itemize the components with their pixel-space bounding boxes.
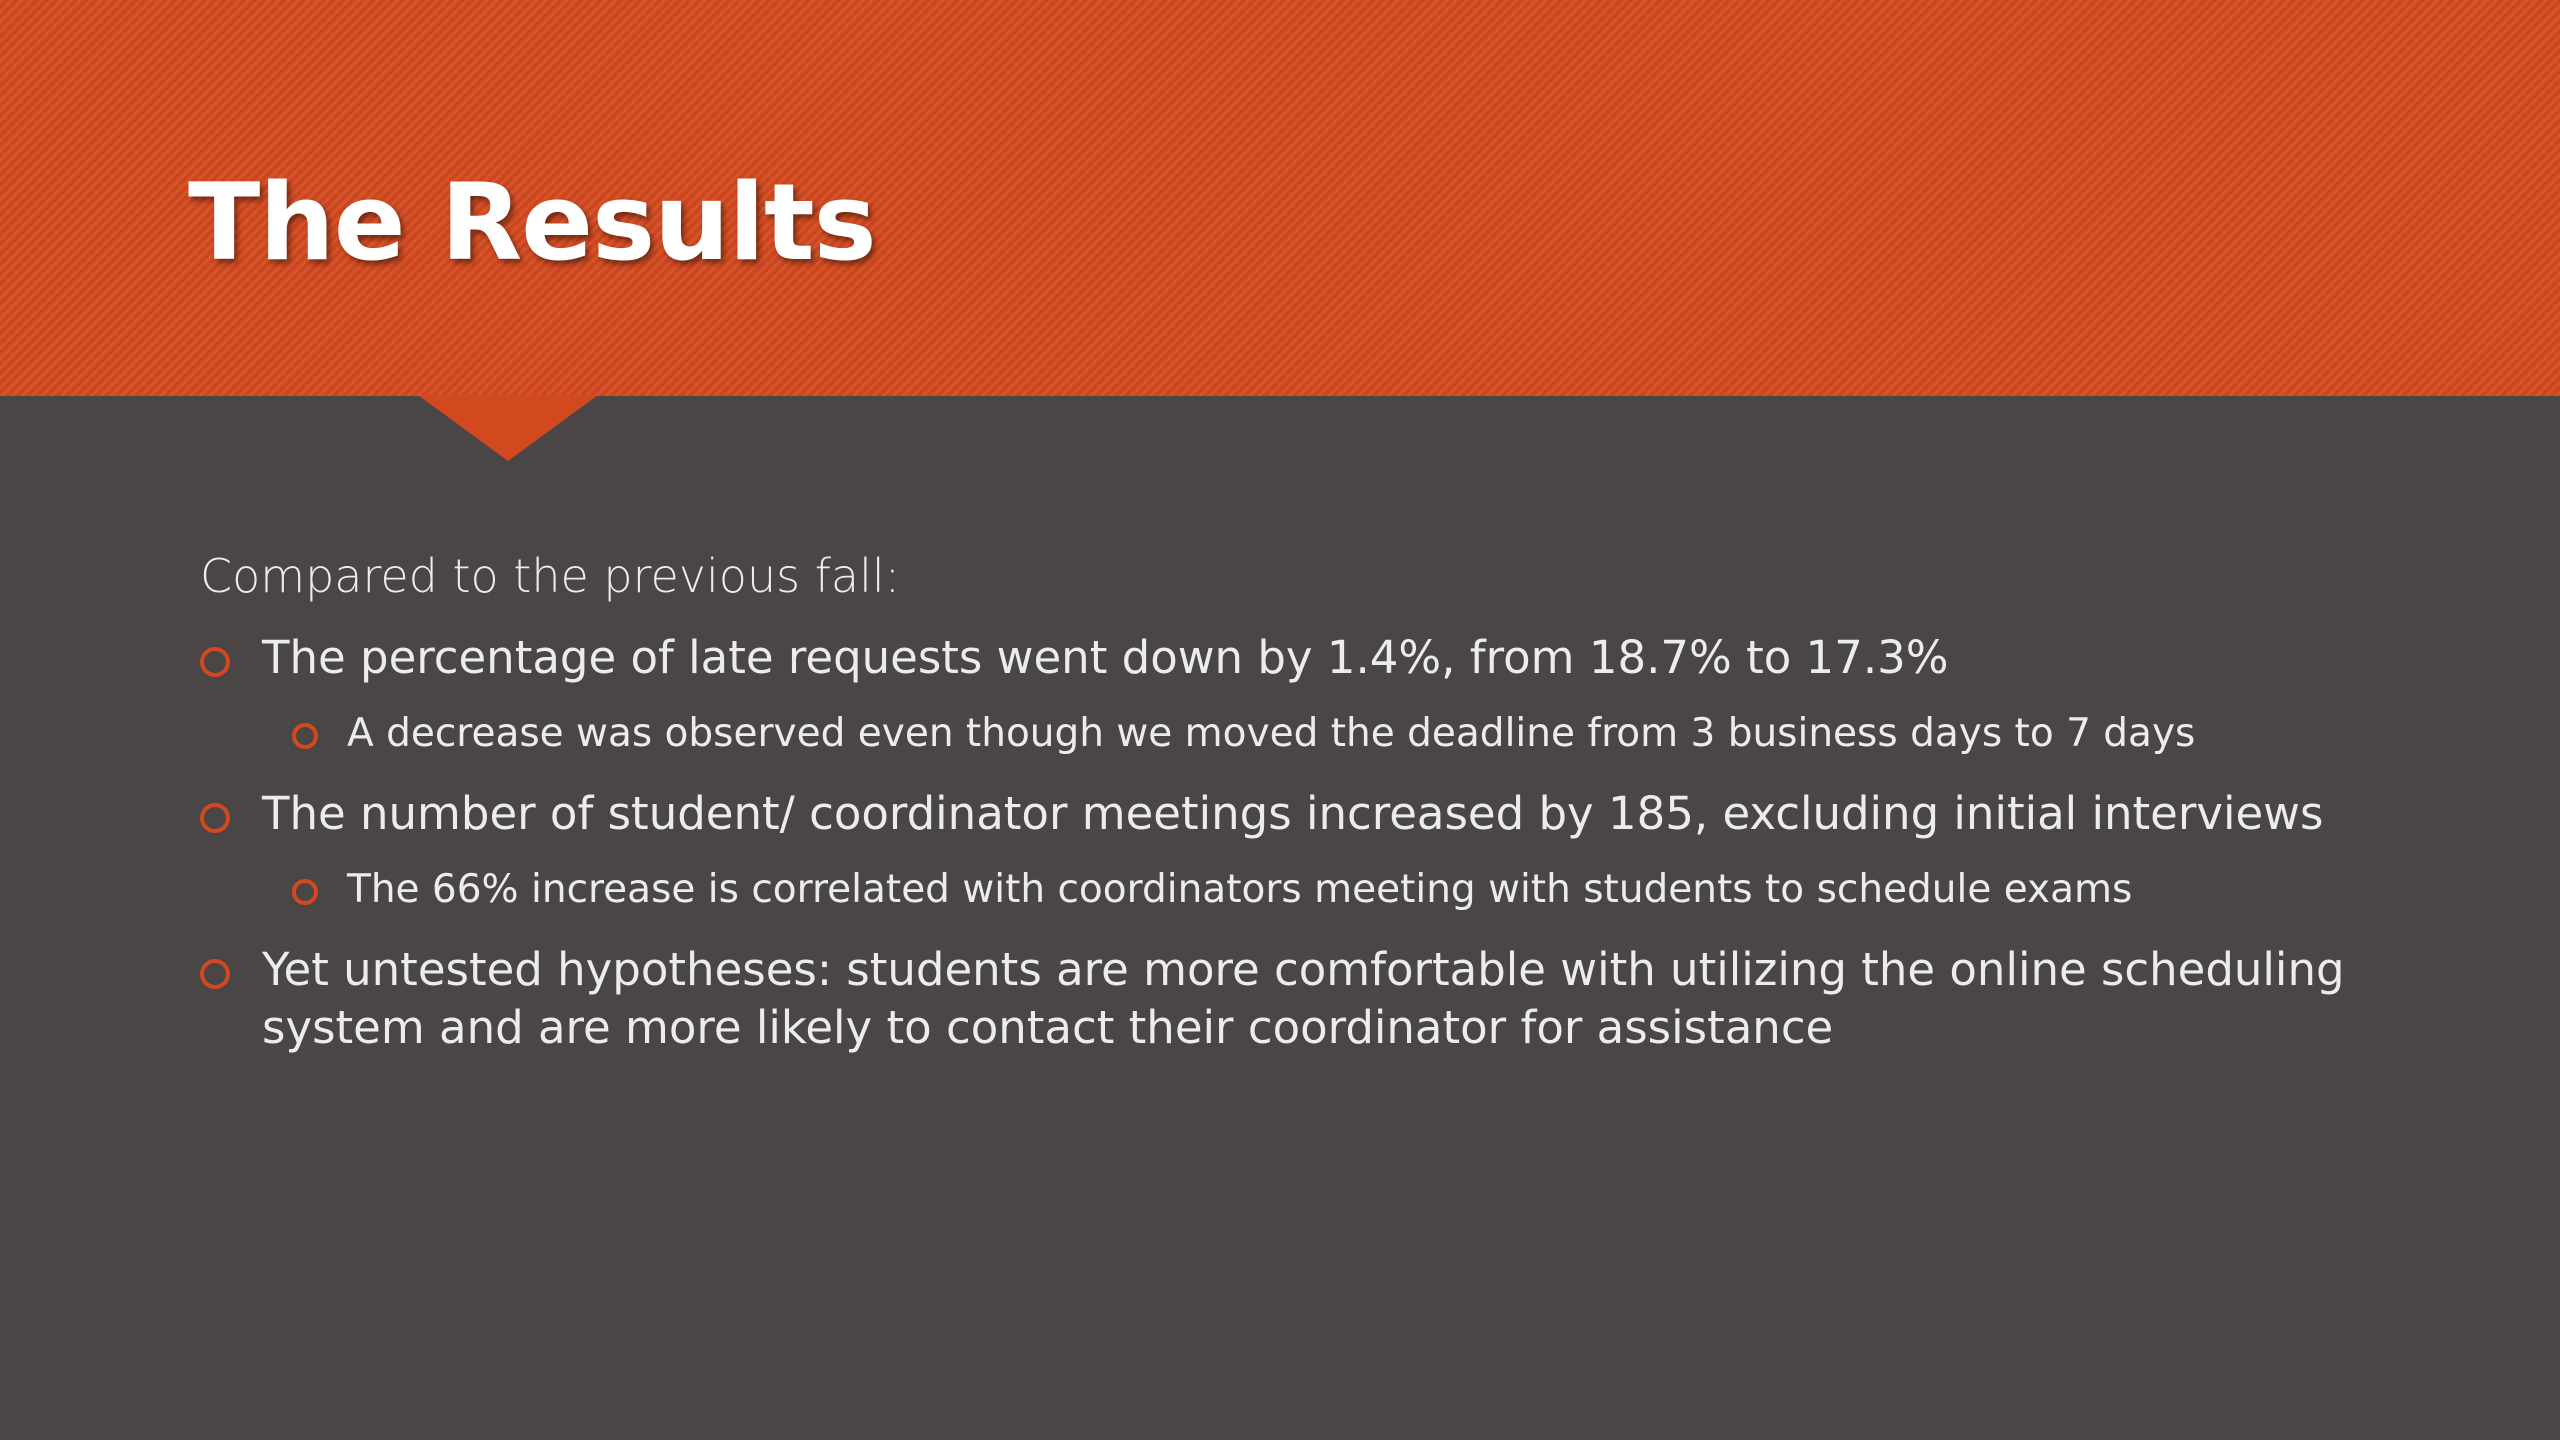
intro-text: Compared to the previous fall: (200, 549, 901, 603)
hollow-circle-bullet-icon (200, 803, 230, 833)
bullet-text: Yet untested hypotheses: students are more comfortable with utilizing the online scheduling system and are more likely to contact their coordinator for assistance (262, 943, 2345, 1054)
hollow-circle-bullet-icon (292, 879, 318, 905)
bullet-item-hypotheses (200, 941, 2420, 1057)
bullet-text: The number of student/ coordinator meetings increased by 185, excluding initial interviews (262, 787, 2324, 840)
slide-title: The Results (188, 161, 876, 284)
bullet-text: The 66% increase is correlated with coordinators meeting with students to schedule exams (347, 867, 2133, 912)
sub-bullet-item-increase (200, 863, 2420, 917)
slide-content (200, 545, 2420, 1077)
banner-notch (418, 395, 598, 461)
bullet-text: A decrease was observed even though we moved the deadline from 3 business days to 7 days (347, 711, 2196, 756)
bullet-item-late-requests (200, 629, 2420, 687)
hollow-circle-bullet-icon (292, 723, 318, 749)
hollow-circle-bullet-icon (200, 647, 230, 677)
bullet-list (200, 629, 2420, 1057)
hollow-circle-bullet-icon (200, 959, 230, 989)
bullet-item-meetings (200, 785, 2420, 843)
sub-bullet-item-deadline (200, 707, 2420, 761)
bullet-text: The percentage of late requests went down by 1.4%, from 18.7% to 17.3% (262, 631, 1949, 684)
